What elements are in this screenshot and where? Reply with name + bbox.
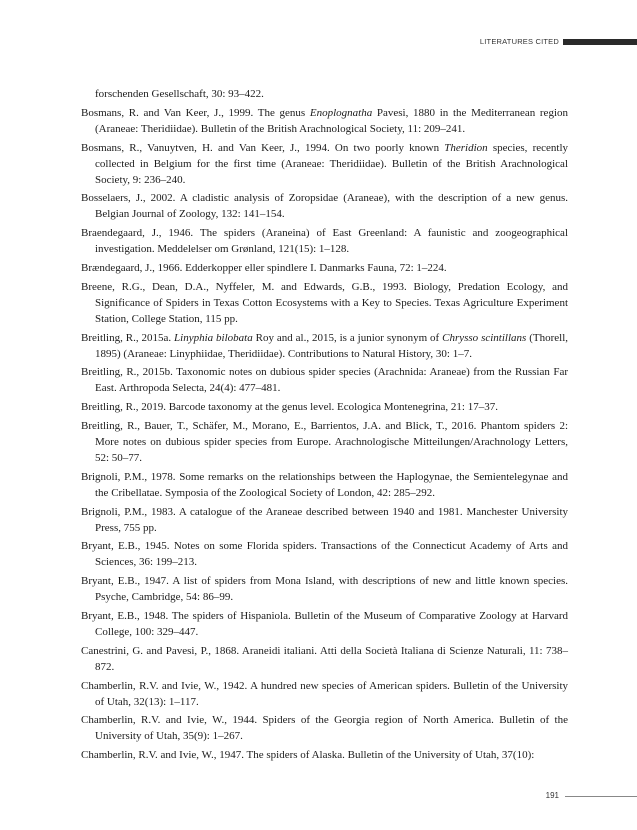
- reference-entry: Breitling, R., 2015a. Linyphia bilobata Roy and al., 2015, is a junior synonym of Chrysso scintillans (Thorell, 1895) (Araneae: Linyphiidae, Theridiidae). Contributions to Natural History, 30: 1–7.: [81, 331, 569, 360]
- reference-entry: Braendegaard, J., 1946. The spiders (Araneina) of East Greenland: A faunistic and zoogeographical investigation. Meddelelser om Grønland, 121(15): 1–128.: [81, 227, 568, 256]
- footer-rule: [565, 796, 637, 797]
- reference-entry: Brændegaard, J., 1966. Edderkopper eller spindlere I. Danmarks Fauna, 72: 1–224.: [81, 261, 447, 274]
- running-header: [0, 37, 637, 49]
- header-bar: [563, 39, 637, 45]
- page-footer: [0, 791, 637, 803]
- reference-entry: Brignoli, P.M., 1983. A catalogue of the Araneae described between 1940 and 1981. Manchester University Press, 755 pp.: [81, 505, 568, 534]
- reference-entry: Chamberlin, R.V. and Ivie, W., 1944. Spiders of the Georgia region of North America. Bulletin of the University of Utah, 35(9): 1–267.: [81, 714, 568, 743]
- reference-entry: Canestrini, G. and Pavesi, P., 1868. Araneidi italiani. Atti della Società Italiana di Scienze Naturali, 11: 738–872.: [81, 644, 568, 673]
- reference-entry: Brignoli, P.M., 1978. Some remarks on the relationships between the Haplogynae, the Semientelegynae and the Cribellatae. Symposia of the Zoological Society of London, 42: 285–292.: [81, 470, 568, 499]
- section-title: LITERATURES CITED: [479, 37, 559, 46]
- reference-entry: Bosmans, R., Vanuytven, H. and Van Keer, J., 1994. On two poorly known Theridion species, recently collected in Belgium for the first time (Araneae: Theridiidae). Bulletin of the British Arachnological Society, 9: 236–240.: [81, 141, 569, 186]
- page-number: 191: [545, 791, 559, 800]
- reference-entry: Bryant, E.B., 1948. The spiders of Hispaniola. Bulletin of the Museum of Comparative Zoology at Harvard College, 100: 329–447.: [81, 609, 568, 638]
- reference-entry: Breene, R.G., Dean, D.A., Nyffeler, M. and Edwards, G.B., 1993. Biology, Predation Ecology, and Significance of Spiders in Texas Cotton Ecosystems with a Key to Species. Texas Agriculture Experiment Station, College Station, 115 pp.: [81, 280, 568, 325]
- reference-entry: Bosselaers, J., 2002. A cladistic analysis of Zoropsidae (Araneae), with the description of a new genus. Belgian Journal of Zoology, 132: 141–154.: [81, 192, 568, 221]
- reference-entry: Breitling, R., 2019. Barcode taxonomy at the genus level. Ecologica Montenegrina, 21: 17–37.: [81, 401, 498, 414]
- reference-entry: Breitling, R., Bauer, T., Schäfer, M., Morano, E., Barrientos, J.A. and Blick, T., 2016. Phantom spiders 2: More notes on dubious spider species from Europe. Arachnologische Mitteilungen/Arachnology Letters, 52: 50–77.: [81, 419, 568, 464]
- reference-entry: forschenden Gesellschaft, 30: 93–422.: [95, 88, 264, 100]
- reference-entry: Bryant, E.B., 1945. Notes on some Florida spiders. Transactions of the Connecticut Academy of Arts and Sciences, 36: 199–213.: [81, 540, 568, 569]
- reference-entry: Chamberlin, R.V. and Ivie, W., 1947. The spiders of Alaska. Bulletin of the University of Utah, 37(10):: [81, 749, 535, 762]
- reference-entry: Bosmans, R. and Van Keer, J., 1999. The genus Enoplognatha Pavesi, 1880 in the Mediterranean region (Araneae: Theridiidae). Bulletin of the British Arachnological Society, 11: 209–241.: [81, 106, 568, 135]
- reference-entry: Breitling, R., 2015b. Taxonomic notes on dubious spider species (Arachnida: Araneae) from the Russian Far East. Arthropoda Selecta, 24(4): 477–481.: [81, 366, 568, 395]
- reference-list: [81, 86, 568, 766]
- reference-entry: Chamberlin, R.V. and Ivie, W., 1942. A hundred new species of American spiders. Bulletin of the University of Utah, 32(13): 1–117.: [81, 679, 568, 708]
- reference-entry: Bryant, E.B., 1947. A list of spiders from Mona Island, with descriptions of new and little known species. Psyche, Cambridge, 54: 86–99.: [81, 575, 568, 604]
